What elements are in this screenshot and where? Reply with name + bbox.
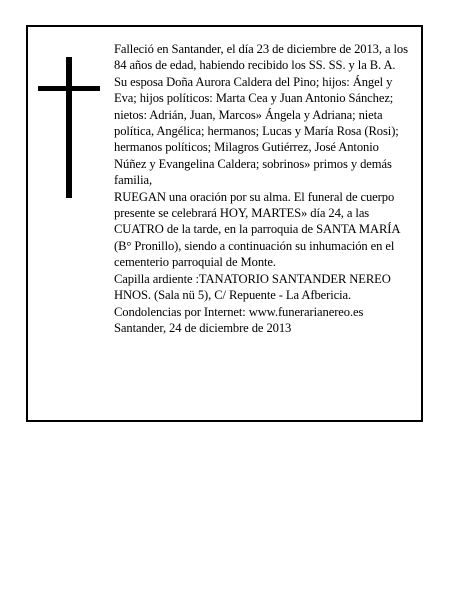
cross-horizontal-bar — [38, 86, 100, 91]
notice-text — [114, 41, 414, 336]
family-list: Su esposa Doña Aurora Caldera del Pino; hijos: Ángel y Eva; hijos políticos: Marta Cea y Juan Antonio Sánchez; nietos: Adrián, Juan, Marcos» Ángela y Adriana; nieta política, Angélica; hermanos; Lucas y María Rosa (Rosi); hermanos políticos; Milagros Gutiérrez, José Antonio Núñez y Evangelina Caldera; sobrinos» primos y demás familia, — [114, 74, 399, 188]
wake-location: Capilla ardiente :TANATORIO SANTANDER NEREO HNOS. (Sala nü 5), C/ Repuente - La Afbericia. — [114, 271, 391, 303]
obituary-notice — [26, 25, 423, 422]
cross-vertical-bar — [66, 57, 72, 198]
funeral-details: RUEGAN una oración por su alma. El funeral de cuerpo presente se celebrará HOY, MARTES» día 24, a las CUATRO de la tarde, en la parroquia de SANTA MARÍA (B° Pronillo), siendo a continuación su inhumación en el cementerio parroquial de Monte. — [114, 189, 400, 270]
condolences-website: Condolencias por Internet: www.funerarianereo.es — [114, 304, 364, 319]
cross-icon — [38, 57, 100, 198]
notice-date: Santander, 24 de diciembre de 2013 — [114, 320, 292, 335]
death-announcement: Falleció en Santander, el día 23 de diciembre de 2013, a los 84 años de edad, habiendo recibido los SS. SS. y la B. A. — [114, 42, 408, 73]
